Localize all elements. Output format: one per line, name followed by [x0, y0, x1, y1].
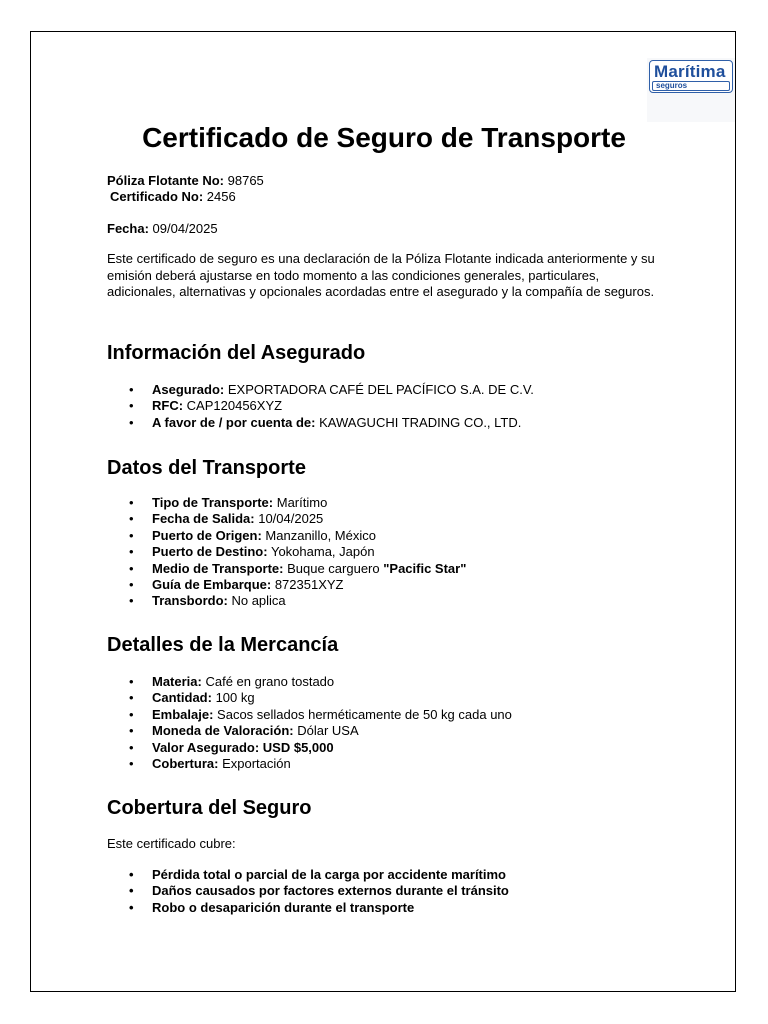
item-label: Moneda de Valoración: — [152, 723, 294, 739]
list-item — [107, 593, 466, 609]
mercancia-list — [107, 674, 512, 772]
poliza-value: 98765 — [227, 173, 264, 188]
item-value: 10/04/2025 — [258, 511, 324, 527]
transporte-list — [107, 495, 466, 610]
item-value: Café en grano tostado — [205, 674, 335, 689]
item-label: RFC: — [152, 398, 184, 414]
list-item — [107, 740, 512, 756]
certificado-value: 2456 — [206, 189, 236, 204]
list-item — [107, 707, 512, 723]
item-value: Exportación — [222, 756, 291, 772]
item-value: Marítimo — [276, 495, 328, 510]
list-item — [107, 528, 466, 544]
document-title: Certificado de Seguro de Transporte — [142, 122, 626, 153]
cobertura-intro: Este certificado cubre: — [107, 836, 236, 851]
list-item — [107, 756, 512, 772]
list-item — [107, 382, 534, 398]
asegurado-heading: Información del Asegurado — [107, 342, 366, 364]
list-item: • Daños causados por factores externos durante el tránsito — [107, 883, 509, 899]
list-item — [107, 690, 512, 706]
item-label: A favor de / por cuenta de: — [152, 414, 316, 430]
list-item — [107, 723, 512, 739]
list-item — [107, 398, 534, 414]
item-label: Fecha de Salida: — [152, 511, 255, 527]
item-label: Medio de Transporte: — [152, 560, 284, 576]
list-item: • Robo o desaparición durante el transporte — [107, 900, 509, 916]
item-value: KAWAGUCHI TRADING CO., LTD. — [319, 414, 522, 430]
item-label: Materia: — [152, 674, 202, 689]
transporte-heading: Datos del Transporte — [107, 457, 306, 479]
list-item — [107, 415, 534, 431]
fecha-label: Fecha: — [107, 221, 149, 236]
mercancia-heading: Detalles de la Mercancía — [107, 634, 339, 656]
list-item: • Pérdida total o parcial de la carga por accidente marítimo — [107, 867, 509, 883]
item-label: Cobertura: — [152, 756, 219, 772]
list-item — [107, 495, 466, 511]
list-item — [107, 561, 466, 577]
item-value: Manzanillo, México — [265, 527, 376, 543]
cobertura-list — [107, 867, 509, 916]
insured-value: USD $5,000 — [262, 739, 334, 755]
item-label: Puerto de Destino: — [152, 544, 268, 560]
item-label: Transbordo: — [152, 593, 228, 609]
item-value: 872351XYZ — [274, 577, 344, 593]
list-item — [107, 577, 466, 593]
cobertura-heading: Cobertura del Seguro — [107, 797, 312, 819]
item-value: Yokohama, Japón — [270, 544, 375, 560]
item-value: Buque carguero — [287, 560, 380, 576]
item-value: No aplica — [231, 593, 286, 609]
item-label: Cantidad: — [152, 690, 212, 706]
poliza-line — [107, 173, 264, 189]
item-value: EXPORTADORA CAFÉ DEL PACÍFICO S.A. DE C.V. — [227, 382, 534, 397]
item-value: Dólar USA — [297, 723, 359, 739]
fecha-line — [107, 221, 218, 237]
list-item — [107, 544, 466, 560]
logo-name: Marítima — [654, 62, 726, 81]
company-logo — [647, 58, 735, 122]
item-label: Valor Asegurado: — [152, 739, 260, 755]
logo-subtitle: seguros — [652, 81, 730, 91]
item-label: Puerto de Origen: — [152, 527, 262, 543]
item-value: Sacos sellados herméticamente de 50 kg cada uno — [217, 706, 512, 722]
fecha-value: 09/04/2025 — [152, 221, 218, 236]
list-item — [107, 674, 512, 690]
poliza-label: Póliza Flotante No: — [107, 173, 224, 188]
item-value: 100 kg — [215, 690, 255, 706]
item-label: Tipo de Transporte: — [152, 495, 274, 510]
certificado-line — [110, 189, 236, 205]
item-label: Embalaje: — [152, 706, 214, 722]
list-item — [107, 511, 466, 527]
item-value: CAP120456XYZ — [186, 398, 283, 414]
intro-paragraph: Este certificado de seguro es una declaración de la Póliza Flotante indicada anteriormente y su emisión deberá ajustarse en todo momento a las condiciones generales, particulares, adicionales, alternativas y opcionales acordadas entre el asegurado y la compañía de seguros. — [107, 251, 655, 299]
vessel-name: "Pacific Star" — [383, 560, 467, 576]
item-label: Guía de Embarque: — [152, 577, 272, 593]
item-label: Asegurado: — [152, 382, 225, 397]
logo-frame — [649, 60, 733, 93]
asegurado-list — [107, 382, 534, 431]
certificado-label: Certificado No: — [110, 189, 204, 204]
